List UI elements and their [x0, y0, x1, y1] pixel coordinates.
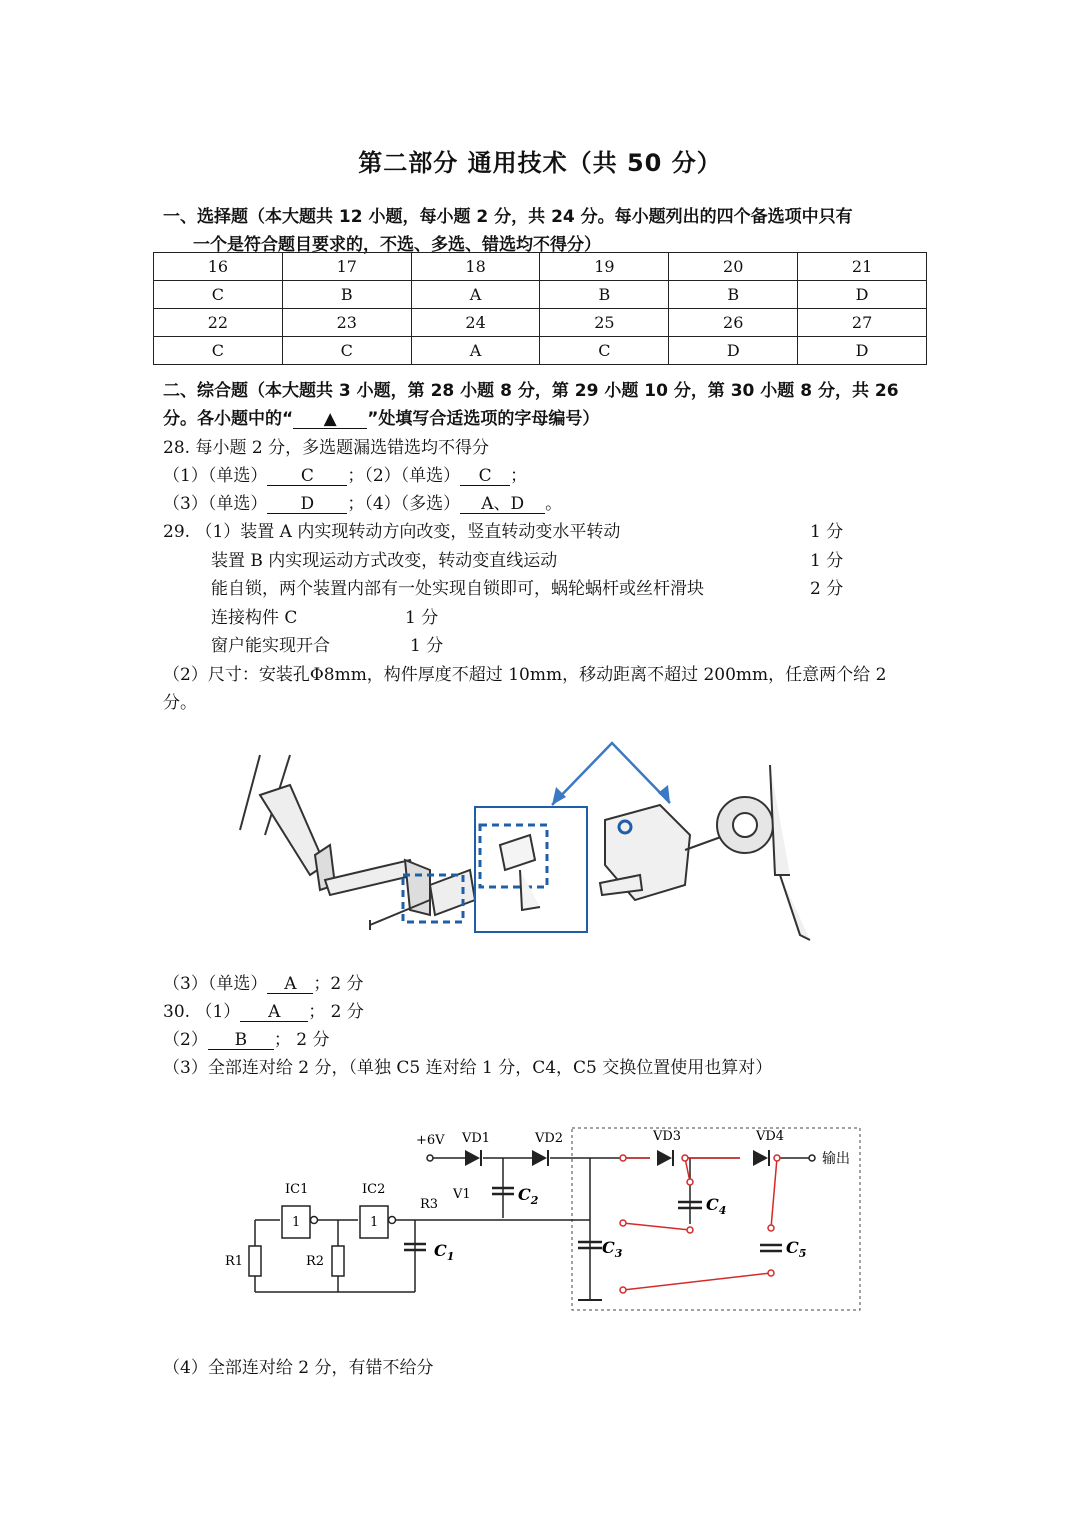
- q30-line4: （4）全部连对给 2 分，有错不给分: [163, 1358, 434, 1378]
- table-cell: 21: [798, 253, 927, 281]
- label-output: 输出: [822, 1151, 850, 1167]
- section1-heading-cont: 一个是符合题目要求的，不选、多选、错选均不得分）: [193, 235, 601, 255]
- q29-part3: [163, 969, 364, 994]
- q29-score5: 1 分: [410, 636, 444, 656]
- table-cell: 24: [411, 309, 540, 337]
- q29-score4: 1 分: [405, 608, 439, 628]
- table-cell: D: [798, 281, 927, 309]
- q28-punct: 。: [545, 494, 563, 514]
- answer-blank: C: [267, 467, 347, 486]
- table-cell: B: [282, 281, 411, 309]
- label-c3: $C_3$: [602, 1238, 623, 1260]
- table-cell: 18: [411, 253, 540, 281]
- mechanism-figure: [230, 735, 850, 955]
- q28-row2: [163, 489, 562, 514]
- table-cell: A: [411, 337, 540, 365]
- table-cell: 26: [669, 309, 798, 337]
- table-cell: C: [154, 281, 283, 309]
- q29-score3: 2 分: [810, 579, 844, 599]
- table-cell: 19: [540, 253, 669, 281]
- window-linkage-drawing: [240, 755, 475, 930]
- section2-heading: 二、综合题（本大题共 3 小题，第 28 小题 8 分，第 29 小题 10 分，第 30 小题 8 分，共 26: [163, 381, 899, 401]
- q28-label: （1）（单选）: [163, 466, 268, 486]
- table-cell: 23: [282, 309, 411, 337]
- label-ic1: IC1: [285, 1182, 309, 1197]
- q29-score1: 1 分: [810, 522, 844, 542]
- blank-mark: ▲: [293, 410, 367, 429]
- table-row: [154, 281, 927, 309]
- table-cell: 17: [282, 253, 411, 281]
- q28-label: （3）（单选）: [163, 494, 268, 514]
- section2-heading-text: 分。各小题中的“: [163, 409, 294, 429]
- q30-line2: [163, 1025, 329, 1050]
- table-cell: B: [669, 281, 798, 309]
- q30-line1: [163, 997, 364, 1022]
- label-r1: R1: [225, 1254, 244, 1269]
- q30-score-text: ； 2 分: [273, 1030, 330, 1050]
- label-c4: $C_4$: [706, 1195, 727, 1217]
- answer-blank: D: [267, 495, 347, 514]
- answer-blank: B: [208, 1031, 274, 1050]
- q29-line3: 能自锁，两个装置内部有一处实现自锁即可，蜗轮蜗杆或丝杆滑块: [211, 579, 704, 599]
- answer-blank: A、D: [460, 495, 545, 514]
- worm-gear-drawing: [600, 765, 810, 940]
- label-6v: +6V: [416, 1133, 445, 1148]
- label-r3: R3: [420, 1197, 439, 1212]
- answer-blank: A: [240, 1003, 308, 1022]
- q28-intro: 28. 每小题 2 分，多选题漏选错选均不得分: [163, 438, 490, 458]
- gate-label: 1: [370, 1215, 379, 1230]
- table-cell: 27: [798, 309, 927, 337]
- gate-label: 1: [292, 1215, 301, 1230]
- circuit-diagram: [220, 1120, 870, 1320]
- q29-line2: 装置 B 内实现运动方式改变，转动变直线运动: [211, 551, 558, 571]
- q30-line3: （3）全部连对给 2 分，（单独 C5 连对给 1 分，C4，C5 交换位置使用也算对）: [163, 1058, 773, 1078]
- label-v1: V1: [453, 1187, 471, 1202]
- label-c1: $C_1$: [434, 1241, 455, 1263]
- section2-heading-cont: [163, 404, 599, 429]
- table-row: [154, 309, 927, 337]
- table-cell: C: [282, 337, 411, 365]
- table-row: [154, 337, 927, 365]
- pointer-arrow: [552, 743, 670, 805]
- table-cell: C: [540, 337, 669, 365]
- table-cell: D: [669, 337, 798, 365]
- q28-punct: ；: [510, 466, 528, 486]
- table-cell: 22: [154, 309, 283, 337]
- answer-table: [153, 252, 927, 365]
- q30-label: 30. （1）: [163, 1002, 241, 1022]
- q29-line5: 窗户能实现开合: [211, 636, 330, 656]
- q29-line1: 29. （1）装置 A 内实现转动方向改变，竖直转动变水平转动: [163, 522, 621, 542]
- q29-line4: 连接构件 C: [211, 608, 298, 628]
- q30-score-text: ； 2 分: [308, 1002, 364, 1022]
- label-vd2: VD2: [535, 1131, 564, 1146]
- q29-score-text: ；2 分: [313, 974, 364, 994]
- table-cell: D: [798, 337, 927, 365]
- bevel-gear-drawing: [500, 835, 540, 910]
- label-c2: $C_2$: [518, 1185, 539, 1207]
- label-r2: R2: [306, 1254, 325, 1269]
- table-cell: B: [540, 281, 669, 309]
- label-vd3: VD3: [653, 1129, 682, 1144]
- q29-line6: （2）尺寸：安装孔Φ8mm，构件厚度不超过 10mm，移动距离不超过 200mm，任意两个给 2: [163, 665, 887, 685]
- q29-score2: 1 分: [810, 551, 844, 571]
- table-row: [154, 253, 927, 281]
- answer-blank: A: [267, 975, 313, 994]
- label-vd1: VD1: [462, 1131, 491, 1146]
- answer-blank: C: [460, 467, 510, 486]
- q28-label: ；（4）（多选）: [347, 494, 461, 514]
- section1-heading: 一、选择题（本大题共 12 小题，每小题 2 分，共 24 分。每小题列出的四个备选项中只有: [163, 207, 853, 227]
- label-c5: $C_5$: [786, 1238, 807, 1260]
- table-cell: A: [411, 281, 540, 309]
- q30-label: （2）: [163, 1030, 208, 1050]
- table-cell: 16: [154, 253, 283, 281]
- page-title: 第二部分 通用技术（共 50 分）: [358, 149, 722, 177]
- q29-line7: 分。: [163, 693, 197, 713]
- label-vd4: VD4: [756, 1129, 785, 1144]
- table-cell: C: [154, 337, 283, 365]
- section2-heading-text-end: ”处填写合适选项的字母编号）: [367, 409, 600, 429]
- red-wiring: [623, 1158, 777, 1290]
- q28-row1: [163, 461, 527, 486]
- q28-label: ；（2）（单选）: [347, 466, 461, 486]
- dashed-region: [572, 1128, 860, 1310]
- table-cell: 20: [669, 253, 798, 281]
- table-cell: 25: [540, 309, 669, 337]
- q29-label: （3）（单选）: [163, 974, 268, 994]
- label-ic2: IC2: [362, 1182, 386, 1197]
